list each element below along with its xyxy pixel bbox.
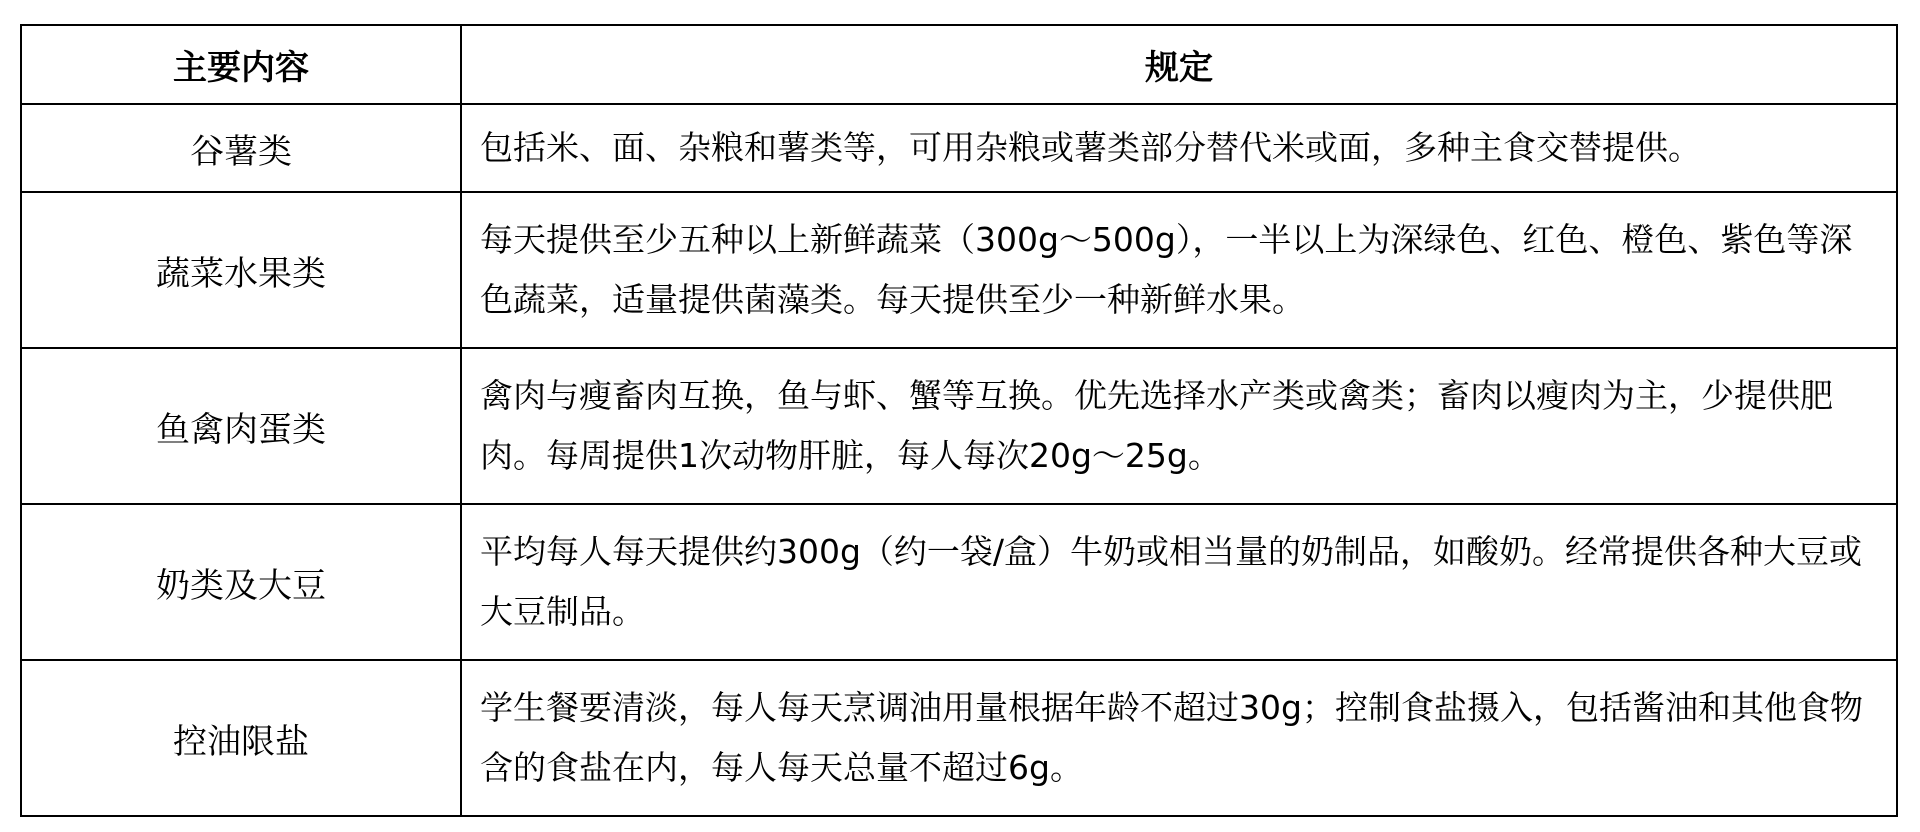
table-header-row [21, 25, 1897, 104]
row-rule: 平均每人每天提供约300g（约一袋/盒）牛奶或相当量的奶制品，如酸奶。经常提供各种大豆或大豆制品。 [461, 504, 1897, 660]
row-rule: 包括米、面、杂粮和薯类等，可用杂粮或薯类部分替代米或面，多种主食交替提供。 [461, 104, 1897, 192]
row-category: 谷薯类 [21, 104, 461, 192]
row-category: 奶类及大豆 [21, 504, 461, 660]
row-category: 蔬菜水果类 [21, 192, 461, 348]
table-row [21, 104, 1897, 192]
food-rules-table [20, 24, 1898, 817]
row-category: 鱼禽肉蛋类 [21, 348, 461, 504]
header-rule: 规定 [461, 25, 1897, 104]
table-row [21, 192, 1897, 348]
header-main-content: 主要内容 [21, 25, 461, 104]
food-rules-table-container [20, 24, 1896, 817]
row-rule: 每天提供至少五种以上新鲜蔬菜（300g～500g），一半以上为深绿色、红色、橙色、紫色等深色蔬菜，适量提供菌藻类。每天提供至少一种新鲜水果。 [461, 192, 1897, 348]
row-rule: 禽肉与瘦畜肉互换，鱼与虾、蟹等互换。优先选择水产类或禽类；畜肉以瘦肉为主，少提供肥肉。每周提供1次动物肝脏，每人每次20g～25g。 [461, 348, 1897, 504]
table-row [21, 504, 1897, 660]
row-category: 控油限盐 [21, 660, 461, 816]
row-rule: 学生餐要清淡，每人每天烹调油用量根据年龄不超过30g；控制食盐摄入，包括酱油和其他食物含的食盐在内，每人每天总量不超过6g。 [461, 660, 1897, 816]
table-row [21, 660, 1897, 816]
table-row [21, 348, 1897, 504]
